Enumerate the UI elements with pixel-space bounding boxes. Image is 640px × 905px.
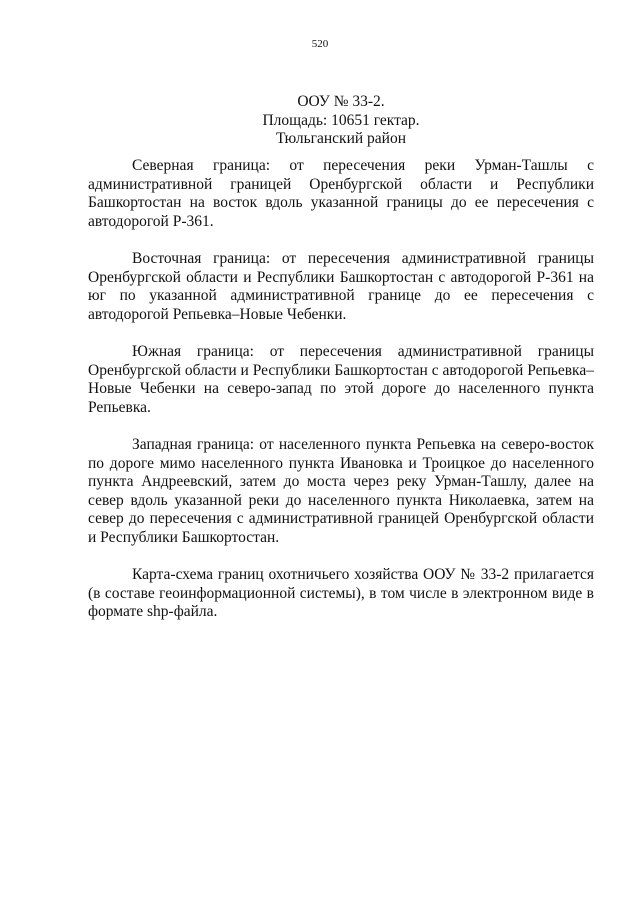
map-attachment-paragraph: Карта-схема границ охотничьего хозяйства ООУ № 33-2 прилагается (в составе геоинформационной системы), в том числе в электронном виде в формате shp-файла. (88, 566, 594, 621)
west-border-paragraph: Западная граница: от населенного пункта Репьевка на северо-восток по дороге мимо населенного пункта Ивановка и Троицкое до населенного пункта Андреевский, затем до моста через реку Урман-Ташлу, далее на север вдоль указанной реки до населенного пункта Николаевка, затем на север до пересечения с административной границей Оренбургской области и Республики Башкортостан. (88, 435, 594, 546)
north-border-paragraph: Северная граница: от пересечения реки Урман-Ташлы с административной границей Оренбургской области и Республики Башкортостан на восток вдоль указанной границы до ее пересечения с автодорогой Р-361. (88, 157, 594, 230)
hunting-area-title: ООУ № 33-2. (297, 93, 385, 110)
document-header (88, 93, 594, 149)
district-name: Тюльганский район (275, 130, 407, 147)
east-border-paragraph: Восточная граница: от пересечения административной границы Оренбургской области и Республики Башкортостан с автодорогой Р-361 на юг по указанной административной границе до ее пересечения с автодорогой Репьевка–Новые Чебенки. (88, 249, 594, 323)
south-border-paragraph: Южная граница: от пересечения административной границы Оренбургской области и Республики Башкортостан с автодорогой Репьевка–Новые Чебенки на северо-запад по этой дороге до населенного пункта Репьевка. (88, 342, 594, 416)
page-number: 520 (311, 38, 329, 50)
area-size: Площадь: 10651 гектар. (262, 111, 420, 129)
document-body (88, 157, 594, 640)
